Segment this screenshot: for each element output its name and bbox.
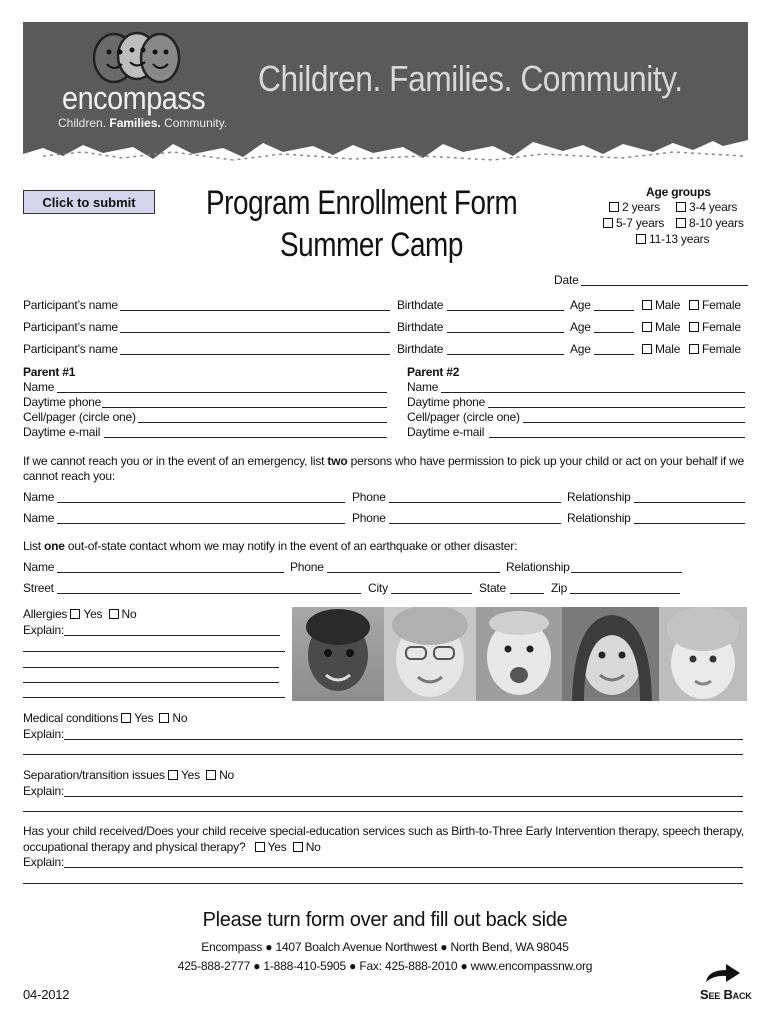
oos-street-label: Street [23,581,54,595]
arrow-right-icon [704,962,742,984]
participant-name-label: Participant’s name [23,342,118,356]
parent-2-daytime_phone-field[interactable] [488,407,745,408]
torn-edge [23,132,748,166]
separation-no-checkbox[interactable] [206,770,216,780]
participant-name-field[interactable] [120,354,390,355]
checkbox-icon [636,234,646,244]
contact-line: 425-888-2777 ● 1-888-410-5905 ● Fax: 425-888-2010 ● www.encompassnw.org [177,959,593,973]
form-title: Program Enrollment Form [206,184,518,222]
age-option-11-13[interactable]: 11-13 years [636,232,709,246]
medical-yes-checkbox[interactable] [121,713,131,723]
pickup-relationship-field[interactable] [634,502,745,503]
age-label: Age [570,298,591,312]
participant-name-field[interactable] [120,310,390,311]
age-field[interactable] [594,310,634,311]
age-label: Age [570,320,591,334]
medical-no-checkbox[interactable] [159,713,169,723]
child-photo-3 [476,607,562,701]
parent-2-name-field[interactable] [441,392,745,393]
header-tagline: Children. Families. Community. [258,58,683,99]
parent-2-cell-label: Cell/pager (circle one) [407,410,520,424]
age-field[interactable] [594,332,634,333]
participant-name-label: Participant’s name [23,320,118,334]
oos-zip-label: Zip [551,581,568,595]
oos-zip-field[interactable] [570,593,680,594]
checkbox-icon [676,218,686,228]
separation-explain-field-1[interactable] [64,796,743,797]
separation-explain-label: Explain: [23,784,65,798]
parent-1-cell-field[interactable] [138,422,387,423]
birthdate-field[interactable] [447,354,564,355]
oos-relationship-field[interactable] [571,572,682,573]
pickup-intro-line2: cannot reach you: [23,469,115,483]
pickup-relationship-label: Relationship [567,511,631,525]
special-ed-explain-label: Explain: [23,855,65,869]
pickup-intro: If we cannot reach you or in the event of an emergency, list two persons who have permission to pick up your child or act on your behalf if we [23,454,745,468]
form-code: 04-2012 [23,987,70,1002]
parent-1-name-label: Name [23,380,55,394]
oos-state-field[interactable] [510,593,544,594]
birthdate-label: Birthdate [397,320,444,334]
medical-explain-field-1[interactable] [64,739,743,740]
pickup-name-label: Name [23,511,55,525]
age-groups-heading: Age groups [646,185,711,199]
age-option-3-4[interactable]: 3-4 years [676,200,737,214]
allergies-yes-checkbox[interactable] [70,609,80,619]
logo-wordmark: encompass [62,80,206,116]
special-ed-explain-field-1[interactable] [64,867,743,868]
allergies-explain-field-1[interactable] [64,635,280,636]
medical-explain-field-2[interactable] [23,754,743,755]
oos-city-field[interactable] [391,593,472,594]
age-option-5-7[interactable]: 5-7 years [603,216,664,230]
allergies-no-checkbox[interactable] [109,609,119,619]
allergies-explain-field-4[interactable] [23,682,279,683]
checkbox-icon [676,202,686,212]
allergies-explain-field-5[interactable] [23,697,285,698]
form-subtitle: Summer Camp [280,226,463,264]
allergies-explain-field-2[interactable] [23,651,285,652]
medical-explain-label: Explain: [23,727,65,741]
child-photo-4 [562,607,659,701]
see-back-label: See Back [700,987,752,1002]
checkbox-icon [603,218,613,228]
special-ed-explain-field-2[interactable] [23,883,743,884]
pickup-phone-label: Phone [352,490,386,504]
separation-yes-checkbox[interactable] [168,770,178,780]
checkbox-icon [689,300,699,310]
special-ed-question-line2: occupational therapy and physical therapy? Yes No [23,840,321,854]
birthdate-label: Birthdate [397,342,444,356]
parent-2-heading: Parent #2 [407,365,460,379]
address-line: Encompass ● 1407 Boalch Avenue Northwest ● North Bend, WA 98045 [201,940,569,954]
separation-explain-field-2[interactable] [23,811,743,812]
male-option[interactable]: Male [642,298,680,312]
checkbox-icon [689,344,699,354]
age-field[interactable] [594,354,634,355]
participant-name-field[interactable] [120,332,390,333]
date-field[interactable] [581,285,748,286]
parent-2-email-field[interactable] [489,437,745,438]
checkbox-icon [642,344,652,354]
birthdate-field[interactable] [447,332,564,333]
logo-subline: Children. Families. Community. [58,116,228,130]
logo-faces-icon [92,28,182,84]
male-option[interactable]: Male [642,320,680,334]
parent-2-email-label: Daytime e-mail [407,425,485,439]
medical-row: Medical conditions Yes No [23,711,188,725]
checkbox-icon [642,322,652,332]
age-option-2[interactable]: 2 years [609,200,660,214]
oos-street-field[interactable] [57,593,361,594]
oos-phone-field[interactable] [327,572,500,573]
parent-1-cell-label: Cell/pager (circle one) [23,410,136,424]
parent-1-name-field[interactable] [57,392,387,393]
checkbox-icon [642,300,652,310]
parent-2-cell-field[interactable] [523,422,745,423]
turn-over-note: Please turn form over and fill out back side [202,909,568,931]
male-option[interactable]: Male [642,342,680,356]
female-option[interactable]: Female [689,298,741,312]
allergies-explain-label: Explain: [23,623,65,637]
birthdate-field[interactable] [447,310,564,311]
oos-phone-label: Phone [290,560,324,574]
parent-1-email-field[interactable] [104,437,387,438]
oos-name-field[interactable] [57,572,284,573]
date-label: Date [554,273,579,287]
parent-1-daytime_phone-label: Daytime phone [23,395,102,409]
birthdate-label: Birthdate [397,298,444,312]
female-option[interactable]: Female [689,342,741,356]
submit-button[interactable]: Click to submit [23,190,155,214]
separation-row: Separation/transition issues Yes No [23,768,235,782]
oos-relationship-label: Relationship [506,560,570,574]
oos-city-label: City [368,581,388,595]
age-option-8-10[interactable]: 8-10 years [676,216,744,230]
pickup-phone-label: Phone [352,511,386,525]
parent-1-daytime_phone-field[interactable] [102,407,387,408]
checkbox-icon [609,202,619,212]
pickup-relationship-field[interactable] [634,523,745,524]
special-ed-question: Has your child received/Does your child receive special-education services such as Birth-to-Three Early Intervention therapy, speech therapy, [23,824,745,838]
special-ed-yes-checkbox[interactable] [255,842,265,852]
special-ed-no-checkbox[interactable] [293,842,303,852]
child-photo-2 [384,607,476,701]
participant-name-label: Participant’s name [23,298,118,312]
pickup-phone-field[interactable] [389,502,561,503]
parent-2-name-label: Name [407,380,439,394]
pickup-relationship-label: Relationship [567,490,631,504]
oos-state-label: State [479,581,507,595]
parent-2-daytime_phone-label: Daytime phone [407,395,486,409]
pickup-phone-field[interactable] [389,523,561,524]
parent-1-heading: Parent #1 [23,365,76,379]
out-of-state-intro: List one out-of-state contact whom we may notify in the event of an earthquake or other disaster: [23,539,518,553]
child-photo-1 [292,607,384,701]
oos-name-label: Name [23,560,55,574]
checkbox-icon [689,322,699,332]
pickup-name-field[interactable] [57,523,345,524]
age-label: Age [570,342,591,356]
pickup-name-label: Name [23,490,55,504]
pickup-name-field[interactable] [57,502,345,503]
allergies-explain-field-3[interactable] [23,667,279,668]
allergies-row: Allergies Yes No [23,607,137,621]
parent-1-email-label: Daytime e-mail [23,425,101,439]
female-option[interactable]: Female [689,320,741,334]
child-photo-5 [659,607,747,701]
